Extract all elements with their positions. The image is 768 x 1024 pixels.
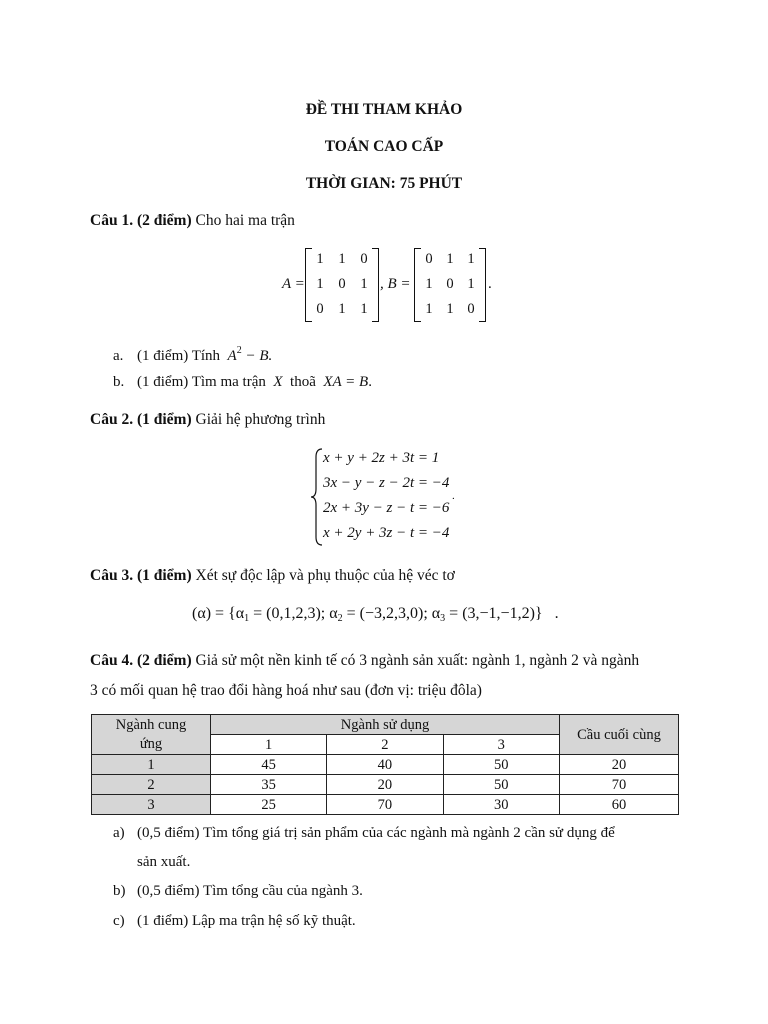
equation: x + 2y + 3z − t = −4 bbox=[323, 525, 450, 541]
matrix-cell: 1 bbox=[338, 301, 346, 317]
header-use: Ngành sử dụng bbox=[211, 715, 560, 735]
question-4-heading bbox=[90, 652, 639, 670]
equation: x + y + 2z + 3t = 1 bbox=[323, 450, 440, 466]
expr-rest: − B. bbox=[241, 348, 273, 364]
matrix-b-label: , B = bbox=[380, 276, 411, 292]
question-label: Câu 3. bbox=[90, 567, 134, 584]
question-text: Xét sự độc lập và phụ thuộc của hệ véc tơ bbox=[191, 567, 455, 584]
matrix-cell: 0 bbox=[360, 251, 368, 267]
matrix-cell: 1 bbox=[425, 276, 433, 292]
table-cell: 20 bbox=[327, 775, 443, 795]
header-col: 1 bbox=[211, 735, 327, 755]
formula-part: = (−3,2,3,0); α bbox=[342, 605, 441, 622]
expr-end: . bbox=[368, 374, 372, 390]
table-row bbox=[92, 775, 679, 795]
question-label: Câu 2. bbox=[90, 411, 134, 428]
table-cell: 70 bbox=[327, 795, 443, 815]
item-text: (1 điểm) Lập ma trận hệ số kỹ thuật. bbox=[137, 913, 356, 929]
question-1a bbox=[113, 345, 272, 365]
table-cell: 25 bbox=[211, 795, 327, 815]
formula-part: (α) = {α bbox=[192, 605, 245, 622]
question-label: Câu 1. bbox=[90, 212, 134, 229]
question-2-heading bbox=[90, 411, 325, 429]
question-1-heading bbox=[90, 212, 295, 230]
item-marker: c) bbox=[113, 913, 125, 929]
matrix-a bbox=[305, 248, 379, 322]
matrix-cell: 1 bbox=[316, 251, 324, 267]
table-cell: 35 bbox=[211, 775, 327, 795]
table-row bbox=[92, 795, 679, 815]
matrix-cell: 1 bbox=[338, 251, 346, 267]
question-points: (1 điểm) bbox=[136, 567, 192, 584]
item-marker: a. bbox=[113, 348, 124, 364]
formula-part: = (0,1,2,3); α bbox=[249, 605, 338, 622]
equation: 2x + 3y − z − t = −6 bbox=[323, 500, 450, 516]
matrix-end-dot: . bbox=[488, 276, 492, 292]
table-cell: 40 bbox=[327, 755, 443, 775]
question-text: Giả sử một nền kinh tế có 3 ngành sản xuất: ngành 1, ngành 2 và ngành bbox=[191, 652, 640, 669]
right-bracket bbox=[372, 248, 379, 322]
item-text-mid: thoã bbox=[290, 374, 316, 390]
subscript: 1 bbox=[244, 613, 250, 624]
question-1b bbox=[113, 374, 372, 391]
table-cell: 50 bbox=[443, 775, 559, 795]
item-text: (0,5 điểm) Tìm tổng cầu của ngành 3. bbox=[137, 883, 363, 899]
table-header-row bbox=[92, 715, 679, 735]
expr-var: X bbox=[273, 374, 283, 390]
question-4-text-line-2: 3 có mối quan hệ trao đổi hàng hoá như sau (đơn vị: triệu đôla) bbox=[90, 682, 482, 699]
matrix-cell: 0 bbox=[425, 251, 433, 267]
matrix-cell: 1 bbox=[425, 301, 433, 317]
question-points: (2 điểm) bbox=[136, 652, 192, 669]
question-points: (2 điểm) bbox=[136, 212, 192, 229]
expr-base: A bbox=[227, 348, 237, 364]
header-final-demand: Cầu cuối cùng bbox=[560, 715, 679, 755]
question-points: (1 điểm) bbox=[136, 411, 192, 428]
matrix-cell: 1 bbox=[360, 276, 368, 292]
matrix-cell: 1 bbox=[467, 276, 475, 292]
table-cell: 1 bbox=[92, 755, 211, 775]
subject-title: TOÁN CAO CẤP bbox=[324, 138, 444, 155]
table-cell: 2 bbox=[92, 775, 211, 795]
right-bracket bbox=[479, 248, 486, 322]
question-4a-line-2: sản xuất. bbox=[137, 854, 191, 870]
header-supply-line-2: ứng bbox=[139, 735, 163, 752]
question-4b bbox=[113, 883, 363, 900]
time-title: THỜI GIAN: 75 PHÚT bbox=[305, 175, 463, 192]
header-supply-line-1: Ngành cung bbox=[115, 716, 187, 733]
table-cell: 50 bbox=[443, 755, 559, 775]
header-col: 3 bbox=[443, 735, 559, 755]
item-text: (1 điểm) Tìm ma trận bbox=[137, 374, 266, 390]
matrix-cell: 1 bbox=[446, 301, 454, 317]
question-label: Câu 4. bbox=[90, 652, 134, 669]
matrix-cell: 0 bbox=[467, 301, 475, 317]
question-text: Cho hai ma trận bbox=[191, 212, 295, 229]
header-col: 2 bbox=[327, 735, 443, 755]
question-4a bbox=[113, 825, 615, 842]
matrix-cell: 1 bbox=[467, 251, 475, 267]
matrix-cell: 0 bbox=[338, 276, 346, 292]
matrix-cell: 1 bbox=[446, 251, 454, 267]
formula-part: = (3,−1,−1,2)} bbox=[445, 605, 543, 622]
question-text: Giải hệ phương trình bbox=[191, 411, 326, 428]
item-marker: b. bbox=[113, 374, 125, 390]
trade-table bbox=[91, 714, 679, 815]
matrix-b bbox=[414, 248, 486, 322]
table-cell: 30 bbox=[443, 795, 559, 815]
matrix-cell: 0 bbox=[316, 301, 324, 317]
equation: 3x − y − z − 2t = −4 bbox=[323, 475, 450, 491]
question-4c bbox=[113, 913, 356, 930]
table-row bbox=[92, 755, 679, 775]
exam-title: ĐỀ THI THAM KHẢO bbox=[305, 101, 463, 118]
subscript: 2 bbox=[337, 613, 343, 624]
item-marker: a) bbox=[113, 825, 125, 841]
matrix-cell: 1 bbox=[360, 301, 368, 317]
subscript: 3 bbox=[440, 613, 446, 624]
system-end-dot: . bbox=[452, 490, 455, 502]
table-cell: 60 bbox=[560, 795, 679, 815]
question-3-heading bbox=[90, 567, 455, 585]
vector-system-formula bbox=[192, 605, 559, 624]
item-text: (0,5 điểm) Tìm tổng giá trị sản phẩm của các ngành mà ngành 2 cần sử dụng để bbox=[137, 825, 615, 841]
matrix-a-label: A = bbox=[282, 276, 305, 292]
table-cell: 20 bbox=[560, 755, 679, 775]
table-cell: 70 bbox=[560, 775, 679, 795]
expr: XA = B bbox=[323, 374, 369, 390]
header-supply bbox=[92, 715, 211, 755]
expr-sup: 2 bbox=[236, 345, 242, 356]
matrix-cell: 1 bbox=[316, 276, 324, 292]
matrix-cell: 0 bbox=[446, 276, 454, 292]
item-text: (1 điểm) Tính bbox=[137, 348, 221, 364]
item-marker: b) bbox=[113, 883, 126, 899]
table-cell: 45 bbox=[211, 755, 327, 775]
formula-end-dot: . bbox=[554, 605, 559, 622]
table-cell: 3 bbox=[92, 795, 211, 815]
curly-brace bbox=[310, 447, 324, 547]
